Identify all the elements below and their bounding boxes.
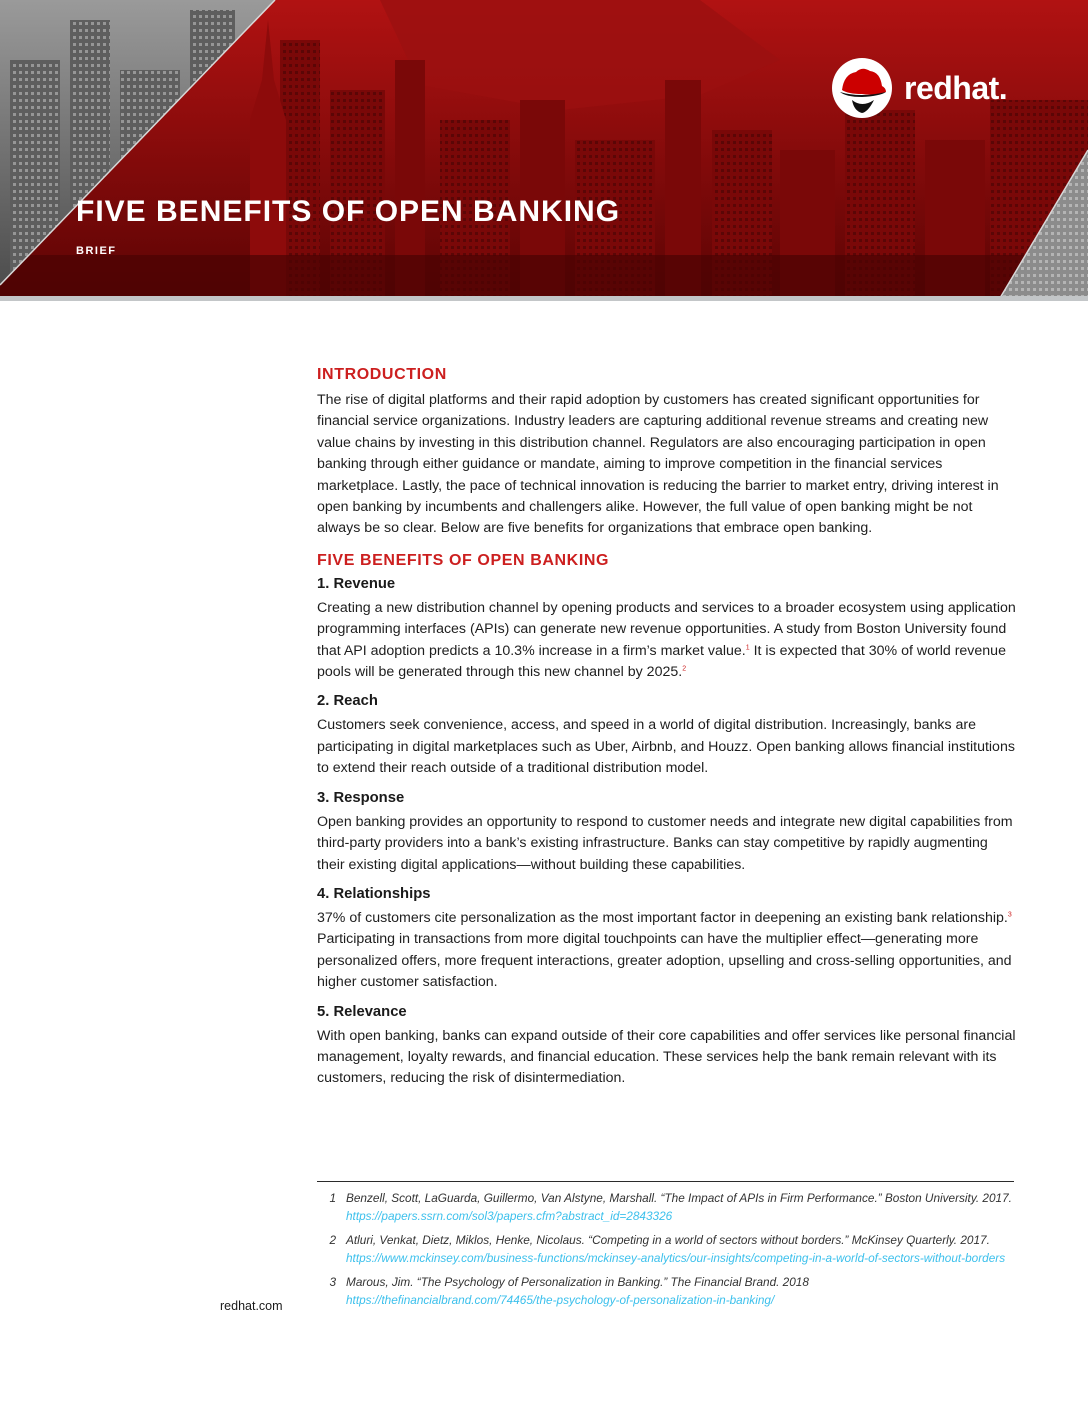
benefit-reach-title: 2. Reach: [317, 693, 378, 710]
benefit-reach-text: Customers seek convenience, access, and speed in a world of digital distribution. Increasingly, banks are participating in digital marketplaces such as Uber, Airbnb, and Houzz. Open banking allows financial institutions to extend their reach outside of a traditional distribution model.: [317, 717, 1015, 777]
benefit-revenue-title: 1. Revenue: [317, 575, 396, 592]
footer-site-url[interactable]: redhat.com: [220, 1299, 283, 1313]
city-skyline-image: [0, 0, 1088, 298]
footnote-item: [317, 1190, 1017, 1225]
footnote-citation: Benzell, Scott, LaGuarda, Guillermo, Van Alstyne, Marshall. “The Impact of APIs in Firm Performance.” Boston University. 2017.: [346, 1191, 1012, 1205]
benefits-heading: FIVE BENEFITS OF OPEN BANKING: [317, 551, 610, 569]
footnote-citation: Atluri, Venkat, Dietz, Miklos, Henke, Nicolaus. “Competing in a world of sectors without borders.” McKinsey Quarterly. 2017.: [346, 1233, 990, 1247]
intro-paragraph: The rise of digital platforms and their rapid adoption by customers has created significant opportunities for financial service organizations. Industry leaders are capturing additional revenue streams and creating new value chains by investing in this distribution channel. Regulators are also encouraging participation in open banking through either guidance or mandate, aiming to improve competition in the financial services marketplace. Lastly, the pace of technical innovation is reducing the barrier to market entry, driving interest in open banking by incumbents and challengers alike. However, the full value of open banking might be not always be so clear. Below are five benefits for organizations that embrace open banking.: [317, 392, 999, 537]
footnote-text: [346, 1232, 1017, 1267]
footnote-text: [346, 1274, 1017, 1309]
benefit-response-title: 3. Response: [317, 789, 405, 806]
benefit-revenue-text: [317, 598, 1017, 684]
benefit-relationships-title: 4. Relationships: [317, 885, 431, 902]
intro-heading: INTRODUCTION: [317, 366, 447, 383]
footnote-item: [317, 1232, 1017, 1267]
header-divider: [0, 296, 1088, 301]
document-type-label: BRIEF: [76, 245, 117, 257]
main-content: [317, 366, 1017, 1100]
footnote-number: 3: [329, 1275, 336, 1289]
benefit-relevance-text: With open banking, banks can expand outside of their core capabilities and offer services like personal financial management, loyalty rewards, and financial education. These services help the bank remain relevant with its customers, reducing the risk of disintermediation.: [317, 1027, 1016, 1087]
footnote-link[interactable]: https://www.mckinsey.com/business-functions/mckinsey-analytics/our-insights/competing-in-a-world-of-sectors-without-borders: [346, 1250, 1006, 1265]
footnote-link[interactable]: https://thefinancialbrand.com/74465/the-psychology-of-personalization-in-banking/: [346, 1292, 775, 1307]
hero-banner: [0, 0, 1088, 298]
benefit-relationships-text-part: Participating in transactions from more digital touchpoints can have the multiplier effect—generating more personalized offers, more frequent interactions, greater adoption, upselling and cross-selling opportunities, and higher customer satisfaction.: [317, 931, 1012, 991]
footnote-ref[interactable]: 3: [1007, 911, 1012, 919]
benefit-relationships-text-part: 37% of customers cite personalization as the most important factor in deepening an existing bank relationship.: [317, 909, 1008, 926]
footnote-number: 1: [329, 1191, 336, 1205]
benefit-relevance-title: 5. Relevance: [317, 1003, 407, 1020]
footnote-ref[interactable]: 2: [682, 665, 687, 673]
footnote-text: [346, 1190, 1017, 1225]
page-title: FIVE BENEFITS OF OPEN BANKING: [76, 195, 621, 228]
footnote-item: [317, 1274, 1017, 1309]
footnote-citation: Marous, Jim. “The Psychology of Personalization in Banking.” The Financial Brand. 2018: [346, 1275, 809, 1289]
footnote-link[interactable]: https://papers.ssrn.com/sol3/papers.cfm?abstract_id=2843326: [346, 1208, 673, 1223]
footnotes-divider: [317, 1181, 1014, 1182]
benefit-response-text: Open banking provides an opportunity to respond to customer needs and integrate new digital capabilities from third-party providers into a bank’s existing infrastructure. Banks can stay competitive by rapidly augmenting their existing digital applications—without building these capabilities.: [317, 813, 1013, 873]
logo-wordmark: redhat.: [904, 70, 1008, 106]
benefit-revenue-text-part: Creating a new distribution channel by opening products and services to a broader ecosystem using application programming interfaces (APIs) can generate new revenue opportunities. A study from Boston University found that API adoption predicts a 10.3% increase in a firm’s market value.: [317, 599, 1016, 659]
benefit-relationships-text: [317, 908, 1017, 994]
benefit-revenue-text-part: It is expected that 30% of world revenue pools will be generated through this new channel by 2025.: [317, 642, 1006, 681]
footnote-number: 2: [329, 1233, 336, 1247]
footnote-ref[interactable]: 1: [745, 643, 750, 651]
redhat-logo: [830, 56, 1030, 120]
footnotes: [317, 1190, 1017, 1316]
shadowman-icon: [830, 56, 894, 120]
